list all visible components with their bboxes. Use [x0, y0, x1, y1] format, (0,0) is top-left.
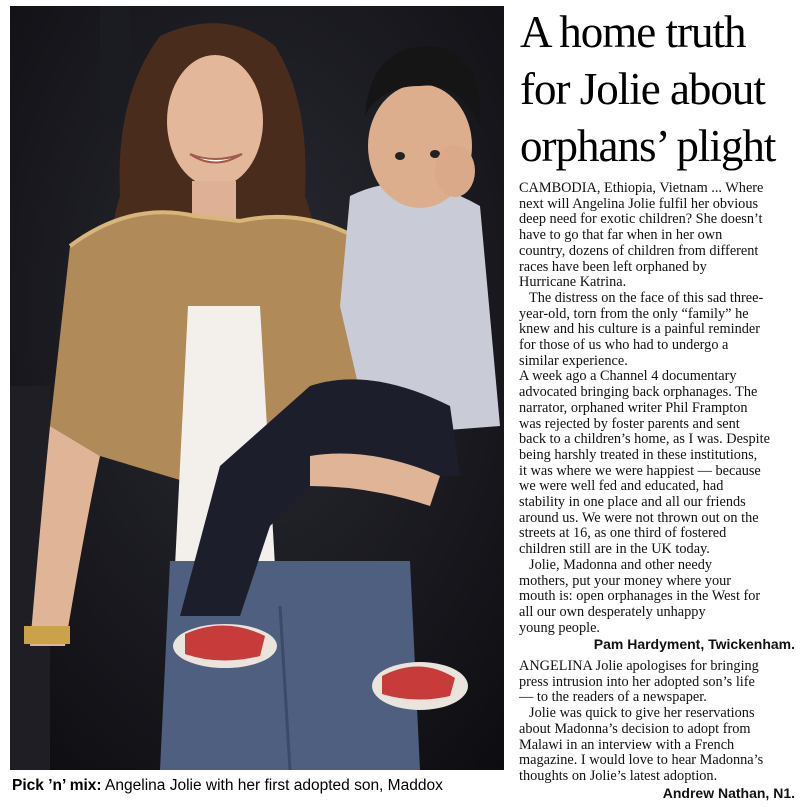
letter-line: — to the readers of a newspaper.: [519, 689, 707, 706]
letter-line: young people.: [519, 619, 600, 636]
letter-line: thoughts on Jolie’s latest adoption.: [519, 767, 718, 784]
letter-line: year-old, torn from the only “family” he: [519, 305, 749, 322]
letter-line: around us. We were not thrown out on the: [519, 509, 759, 526]
headline-line-2: for Jolie about: [520, 64, 765, 114]
letter-line: Jolie was quick to give her reservations: [529, 705, 755, 722]
letter-line: races have been left orphaned by: [519, 258, 707, 275]
caption-text: Angelina Jolie with her first adopted son, Maddox: [101, 777, 443, 794]
letter-andrew-nathan: [519, 659, 795, 802]
letter-line: children still are in the UK today.: [519, 541, 710, 558]
news-photo: [10, 6, 504, 770]
headline-line-3: orphans’ plight: [520, 121, 776, 171]
letter-line: for those of us who had to undergo a: [519, 337, 729, 354]
letter-line: knew and his culture is a painful reminder: [519, 321, 760, 338]
headline: [520, 4, 795, 175]
letter-line: magazine. I would love to hear Madonna’s: [519, 752, 764, 769]
letter-line: narrator, orphaned writer Phil Frampton: [519, 399, 748, 416]
letter-line: back to a children’s home, as I was. Despite: [519, 431, 770, 448]
letter-line: The distress on the face of this sad three-: [529, 289, 764, 306]
letter-line: it was where we were happiest — because: [519, 462, 761, 479]
letter-line: Hurricane Katrina.: [519, 274, 627, 291]
letter-line: Malawi in an interview with a French: [519, 736, 735, 753]
letter-line: CAMBODIA, Ethiopia, Vietnam ... Where: [519, 180, 764, 196]
letter-line: Jolie, Madonna and other needy: [529, 556, 713, 573]
signature-pam-hardyment: Pam Hardyment, Twickenham.: [593, 636, 795, 653]
letter-line: have to go that far when in her own: [519, 227, 723, 244]
letter-pam-hardyment: [519, 181, 795, 653]
photo-illustration: [10, 6, 504, 770]
photo-caption: [12, 776, 506, 796]
letter-line: ANGELINA Jolie apologises for bringing: [519, 658, 759, 674]
headline-line-1: A home truth: [520, 7, 746, 57]
letter-line: streets at 16, as one third of fostered: [519, 525, 727, 542]
caption-label: Pick ’n’ mix:: [12, 777, 102, 794]
letter-line: advocated bringing back orphanages. The: [519, 384, 758, 401]
signature-andrew-nathan: Andrew Nathan, N1.: [662, 784, 795, 801]
letter-line: press intrusion into her adopted son’s life: [519, 673, 755, 690]
letter-line: country, dozens of children from different: [519, 242, 759, 259]
letter-line: all our own desperately unhappy: [519, 603, 706, 620]
letter-line: being harshly treated in these institutions,: [519, 446, 758, 463]
letter-line: next will Angelina Jolie fulfil her obvious: [519, 195, 759, 212]
letter-line: similar experience.: [519, 352, 628, 369]
letter-line: was rejected by foster parents and sent: [519, 415, 740, 432]
letter-line: mouth is: open orphanages in the West for: [519, 588, 761, 605]
letter-line: about Madonna’s decision to adopt from: [519, 720, 751, 737]
letter-line: mothers, put your money where your: [519, 572, 732, 589]
letter-line: stability in one place and all our friends: [519, 494, 746, 511]
letter-line: we were well fed and educated, had: [519, 478, 724, 495]
letter-line: deep need for exotic children? She doesn’t: [519, 211, 763, 228]
letter-line: A week ago a Channel 4 documentary: [519, 368, 737, 385]
